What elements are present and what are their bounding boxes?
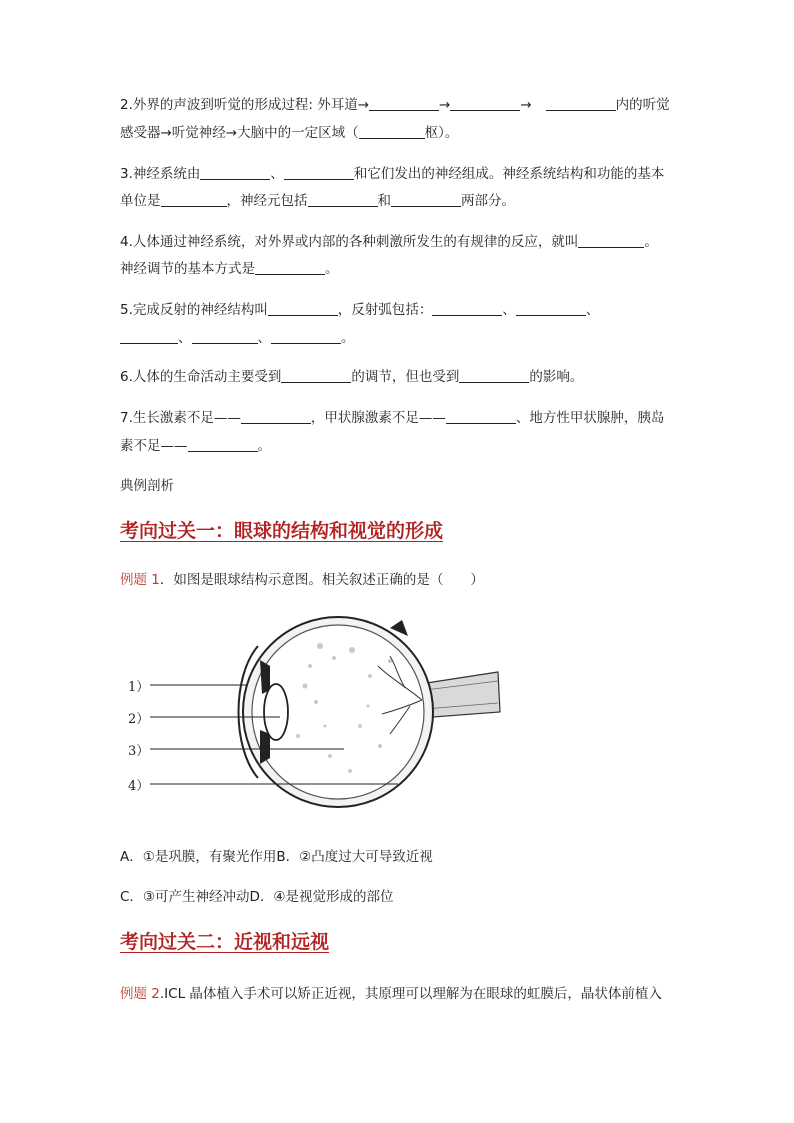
answer-blank[interactable] [446,409,516,424]
example-1 [120,570,484,590]
question-7-line-1 [120,408,664,428]
answer-blank[interactable] [391,192,461,207]
answer-blank[interactable] [284,165,354,180]
diagram-label-3: 3） [128,744,150,759]
q3-text-a: 3.神经系统由 [120,166,201,182]
q6-text-a: 6.人体的生命活动主要受到 [120,369,282,385]
q7-text-a: 7.生长激素不足—— [120,410,241,426]
q3-text-f: 两部分。 [461,193,515,209]
lens [264,684,288,740]
separator-text: 、 [270,166,284,182]
question-5-line-2 [120,328,355,348]
q5-text-a: 5.完成反射的神经结构叫 [120,302,268,318]
question-6 [120,367,583,387]
q3-text-c: 单位是 [120,193,161,209]
q7-text-b: ，甲状腺激素不足—— [310,410,446,426]
section-label: 典例剖析 [120,478,174,494]
answer-blank[interactable] [268,301,338,316]
question-7-line-2 [120,436,271,456]
q7-text-c: 、地方性甲状腺肿，胰岛 [515,410,665,426]
answer-blank[interactable] [161,192,227,207]
answer-blank[interactable] [241,409,311,424]
period-text: 。 [341,330,355,346]
diagram-label-2: 2） [128,712,150,727]
example-2 [120,984,662,1004]
q4-text-b: 。 [644,234,658,250]
answer-blank[interactable] [578,233,644,248]
q5-text-b: ，反射弧包括： [337,302,433,318]
eyeball-diagram [120,606,510,826]
answer-blank[interactable] [546,96,616,111]
example-label: 例题 1 [120,572,160,588]
option-line-2: C．③可产生神经冲动D．④是视觉形成的部位 [120,889,394,905]
arrow-text: → [439,97,451,113]
q7-text-d: 素不足—— [120,438,188,454]
separator-text: 、 [502,302,516,318]
answer-blank[interactable] [516,301,586,316]
diagram-label-4: 4） [128,779,150,794]
q7-text-e: 。 [257,438,271,454]
separator-text: 、 [178,330,192,346]
q2-text-b: 内的听觉 [615,97,670,113]
answer-blank[interactable] [192,329,258,344]
answer-blank[interactable] [200,165,270,180]
question-4-line-2 [120,259,339,279]
separator-text: 、 [585,302,600,318]
option-line-1: A．①是巩膜，有聚光作用B．②凸度过大可导致近视 [120,849,433,865]
section-heading-1: 考向过关一：眼球的结构和视觉的形成 [120,520,444,542]
diagram-label-1: 1） [128,680,150,695]
answer-blank[interactable] [188,437,258,452]
answer-blank[interactable] [459,368,529,383]
q6-text-b: 的调节，但也受到 [351,369,460,385]
answer-blank[interactable] [369,96,439,111]
answer-blank[interactable] [255,260,325,275]
question-3-line-2 [120,191,515,211]
arrow-text: → [520,97,532,113]
question-5-line-1 [120,300,599,320]
q4-text-c: 神经调节的基本方式是 [120,261,255,277]
answer-blank[interactable] [432,301,502,316]
question-2-line-1 [120,95,670,115]
answer-blank[interactable] [308,192,378,207]
example-text: .ICL 晶体植入手术可以矫正近视，其原理可以理解为在眼球的虹膜后，晶状体前植入 [159,986,662,1002]
q3-text-d: ，神经元包括 [226,193,308,209]
section-heading-2: 考向过关二：近视和远视 [120,931,330,953]
example-text: ．如图是眼球结构示意图。相关叙述正确的是（ ） [159,572,484,588]
answer-blank[interactable] [281,368,351,383]
q4-text-d: 。 [325,261,339,277]
q2-text-a: 2.外界的声波到听觉的形成过程: 外耳道→ [120,97,370,113]
q2-text-d: 枢）。 [424,125,459,141]
question-4-line-1 [120,232,658,252]
example-label: 例题 2 [120,986,160,1002]
answer-blank[interactable] [271,329,341,344]
answer-blank[interactable] [120,329,178,344]
q6-text-c: 的影响。 [529,369,584,385]
q3-text-e: 和 [377,193,391,209]
q4-text-a: 4.人体通过神经系统，对外界或内部的各种刺激所发生的有规律的反应，就叫 [120,234,579,250]
answer-blank[interactable] [359,124,425,139]
separator-text: 、 [257,330,271,346]
q2-text-c: 感受器→听觉神经→大脑中的一定区域（ [120,125,359,141]
question-3-line-1 [120,164,664,184]
q3-text-b: 和它们发出的神经组成。神经系统结构和功能的基本 [353,166,665,182]
answer-blank[interactable] [450,96,520,111]
question-2-line-2 [120,123,458,143]
